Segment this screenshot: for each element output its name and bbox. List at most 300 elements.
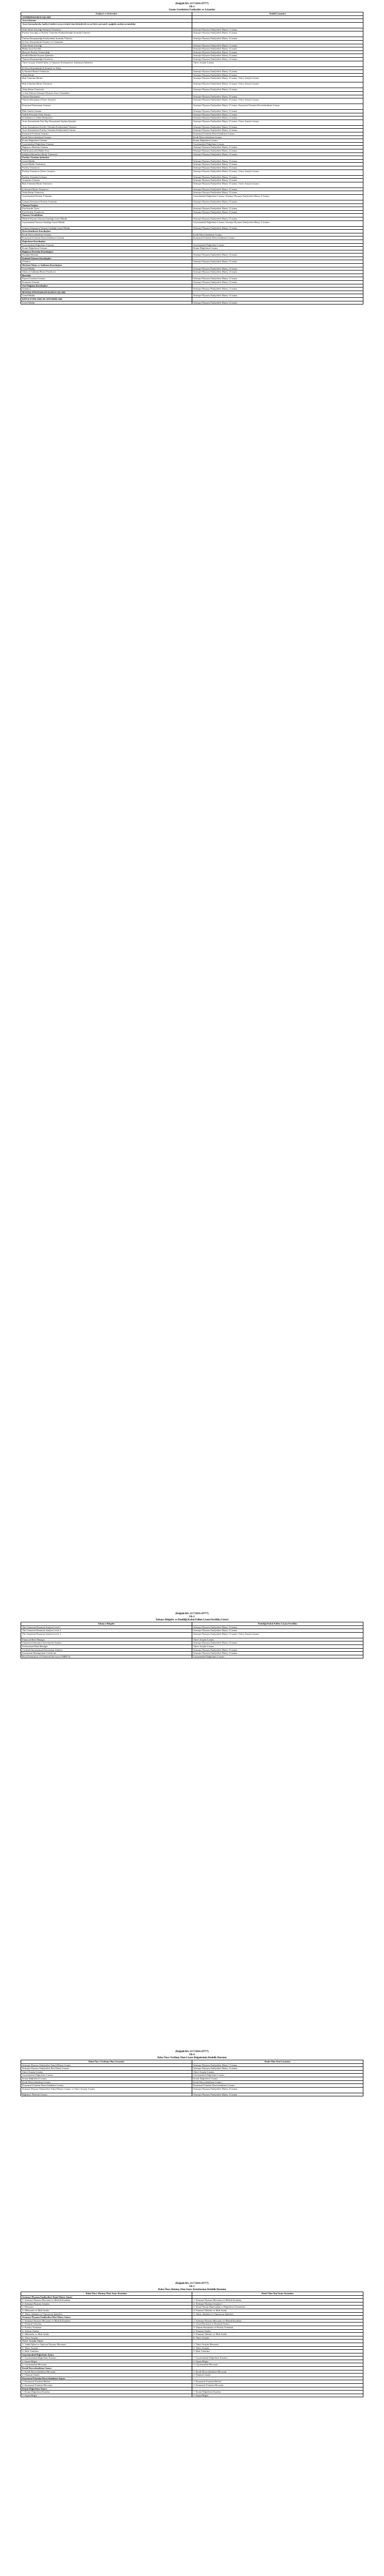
activity-cell: Certified International Investment Analyst bbox=[21, 1648, 192, 1652]
license-cell: Sermaye Piyasası Faaliyetleri Düzey 3 Lisansı bbox=[192, 200, 363, 204]
activity-cell: Gayrimenkul Değerleme Sınavı bbox=[21, 2353, 192, 2357]
annex-2-number: Ek-2 bbox=[189, 6, 195, 8]
activity-cell: Kurumsal Yönetim Derecelendirme Uzmanı bbox=[21, 236, 192, 240]
license-cell bbox=[192, 22, 363, 28]
activity-cell: Aracı Kurumların Portföy Yönetim Faaliyetinde Uzman bbox=[21, 129, 192, 132]
license-cell: 5- Takas, Saklama ve Operasyon İşlemleri bbox=[192, 2312, 363, 2316]
license-cell bbox=[192, 15, 363, 19]
table-row bbox=[21, 2346, 363, 2350]
table-row bbox=[21, 135, 363, 139]
activity-cell: 3- Gayrimenkul Mevzuatı bbox=[21, 2363, 192, 2367]
activity-cell: Risk Yönetimi Birim Yöneticisi bbox=[21, 82, 192, 88]
activity-cell: Financial Risk Manager bbox=[21, 1638, 192, 1641]
license-cell: Sermaye Piyasası Faaliyetleri Düzey 3 Lisansı bbox=[192, 88, 363, 92]
table-row bbox=[21, 50, 363, 54]
activity-cell: Merkezi Takas ve Saklama Kuruluşları bbox=[21, 264, 192, 267]
activity-cell: Saklama Hizmetleri Birim Yöneticisi bbox=[21, 152, 192, 156]
activity-cell: 2- Türev Araçlar bbox=[21, 2346, 192, 2350]
license-cell: Türev Araçlar Lisansı bbox=[192, 1645, 363, 1648]
license-cell: Türev Araçlar Lisansı bbox=[192, 2070, 363, 2074]
license-cell: Sermaye Piyasası Faaliyetleri Düzey 3 Lisansı bbox=[192, 50, 363, 54]
activity-cell: Royal Institution of Chartered Surveyors (MRICS) bbox=[21, 1655, 192, 1658]
annex-2-header-col2: Yetkili Lisanslar bbox=[192, 12, 363, 16]
activity-cell: Gayrimenkul Değerleme Uzmanı bbox=[21, 243, 192, 247]
table-row bbox=[21, 2357, 363, 2360]
license-cell: Gayrimenkul Değerleme Lisansı bbox=[192, 142, 363, 146]
annex-3-number: Ek-3 bbox=[189, 1616, 195, 1618]
activity-cell: Sorumlu Denetçi bbox=[21, 253, 192, 257]
table-row bbox=[21, 1652, 363, 1655]
license-cell bbox=[192, 214, 363, 217]
table-row bbox=[21, 1632, 363, 1638]
activity-cell: 3- Portföy Yönetimi bbox=[21, 2326, 192, 2329]
table-row bbox=[21, 110, 363, 113]
table-row bbox=[21, 2391, 363, 2394]
annex-4-table bbox=[21, 2060, 363, 2096]
table-row bbox=[21, 163, 363, 166]
license-cell bbox=[192, 91, 363, 95]
activity-cell: The Chartered Financial Analyst Level 1 bbox=[21, 1625, 192, 1629]
activity-cell: 2- Finansal Analiz bbox=[21, 2374, 192, 2377]
license-cell: 3- Yatırım Kuramları ve Portföy Yönetimi bbox=[192, 2326, 363, 2329]
annex-3-header bbox=[21, 1613, 363, 1622]
table-row bbox=[21, 40, 363, 44]
table-row bbox=[21, 287, 363, 291]
license-cell: Sermaye Piyasası Faaliyetleri Düzey 1 Lisansı bbox=[192, 287, 363, 291]
table-row bbox=[21, 37, 363, 41]
table-row bbox=[21, 2316, 363, 2319]
activity-cell: Girişim Sermayesi Portföy Yönetimi bbox=[21, 200, 192, 204]
table-row bbox=[21, 250, 363, 253]
table-row bbox=[21, 264, 363, 267]
table-row bbox=[21, 28, 363, 31]
activity-cell: Gayrimenkul Yatırım Ortaklığı Genel Müdür bbox=[21, 221, 192, 226]
table-row bbox=[21, 2087, 363, 2093]
table-row bbox=[21, 120, 363, 125]
license-cell: Sermaye Piyasası Faaliyetleri Düzey 3 Lisansı bbox=[192, 1641, 363, 1645]
activity-cell: Borsalar bbox=[21, 274, 192, 277]
license-cell: Sermaye Piyasası Faaliyetleri Düzey 3 Lisansı bbox=[192, 125, 363, 129]
activity-cell: 2- İnşaat Bilgisi bbox=[21, 2360, 192, 2363]
activity-cell: Teftiş Birim Yöneticisi bbox=[21, 191, 192, 195]
license-cell: Sermaye Piyasası Faaliyetleri Düzey 3 Lisansı bbox=[192, 146, 363, 149]
table-row bbox=[21, 217, 363, 221]
activity-cell: Teftiş Birimi bbox=[21, 73, 192, 77]
activity-cell: İç Kontrol Birimi Yöneticisi bbox=[21, 70, 192, 74]
table-row bbox=[21, 132, 363, 136]
activity-cell: Aracı Kurum bbox=[21, 19, 192, 23]
activity-cell: Genel Müdür bbox=[21, 159, 192, 163]
activity-cell: Portföy Yönetim Şirketleri bbox=[21, 156, 192, 160]
table-row bbox=[21, 116, 363, 120]
license-cell: Sermaye Piyasası Faaliyetleri Düzey 3 Lisansı, Türev Araçlar Lisansı bbox=[192, 98, 363, 104]
activity-cell: Genel Müdür Yardımcısı bbox=[21, 163, 192, 166]
annex-5-table bbox=[21, 2292, 363, 2397]
license-cell: 1- Sermaye Piyasası Mevzuatı ve Meslek Kuralları bbox=[192, 2319, 363, 2323]
activity-cell: Kurumsal Yönetim Derecelendirme Lisansı bbox=[21, 2084, 192, 2088]
activity-cell: 1- Sermaye Piyasası Mevzuatı ve Meslek Kuralları bbox=[21, 2319, 192, 2323]
table-row bbox=[21, 274, 363, 277]
license-cell: Sermaye Piyasası Faaliyetleri Düzey 2 Lisansı bbox=[192, 301, 363, 304]
activity-cell: c) Ana Yatırım Sermaye Piyasası Aracı Uzmanları bbox=[21, 91, 192, 95]
license-cell: 2- Sermaye Piyasası Araçları 1 bbox=[192, 2302, 363, 2306]
license-cell: Sermaye Piyasası Faaliyetleri Düzey 3 Lisansı, Türev Araçlar Lisansı bbox=[192, 182, 363, 188]
license-cell: 3- Risk Yönetimi bbox=[192, 2350, 363, 2353]
license-cell: Sermaye Piyasası Faaliyetleri Düzey 3 Lisansı bbox=[192, 260, 363, 264]
table-row bbox=[21, 2323, 363, 2326]
table-row bbox=[21, 142, 363, 146]
table-row bbox=[21, 66, 363, 70]
license-cell: 2- Finansal Analiz bbox=[192, 2374, 363, 2377]
table-row bbox=[21, 294, 363, 298]
activity-cell: 3- Ekonomi bbox=[21, 2306, 192, 2309]
table-row bbox=[21, 98, 363, 104]
license-cell: Sermaye Piyasası Faaliyetleri Düzey 3 Lisansı bbox=[192, 253, 363, 257]
table-row bbox=[21, 200, 363, 204]
activity-cell: Derecelendirme Kuruluşları bbox=[21, 230, 192, 233]
activity-cell: Türev Araçlar (Vadeli İşlem ve Opsiyon Sözleşmeleri, Kaldıraçlı İşlemler) bbox=[21, 61, 192, 66]
table-row bbox=[21, 2353, 363, 2357]
activity-cell: Genel Müdür bbox=[21, 294, 192, 298]
table-row bbox=[21, 2340, 363, 2343]
license-cell: Sermaye Piyasası Faaliyetleri Düzey 2 Lisansı bbox=[192, 54, 363, 58]
table-row bbox=[21, 2377, 363, 2380]
annex-4-section bbox=[21, 2050, 363, 2096]
license-cell: 3- Gayrimenkul Mevzuatı bbox=[192, 2363, 363, 2367]
table-row bbox=[21, 2387, 363, 2391]
license-cell: Sermaye Piyasası Faaliyetleri Düzey 2 Lisansı bbox=[192, 267, 363, 270]
table-row bbox=[21, 2077, 363, 2080]
table-row bbox=[21, 54, 363, 58]
activity-cell: 1- Gayrimenkul Değerleme Esasları bbox=[21, 2357, 192, 2360]
license-cell: Kredi Derecelendirme Lisansı bbox=[192, 2080, 363, 2084]
table-row bbox=[21, 301, 363, 304]
activity-cell: Alım Satım Aracılığı bbox=[21, 44, 192, 47]
license-cell: Sermaye Piyasası Faaliyetleri Düzey 3 Lisansı bbox=[192, 277, 363, 281]
activity-cell: Halka Arza Aracılık bbox=[21, 47, 192, 51]
activity-cell: Yatırım Ortaklıkları bbox=[21, 214, 192, 217]
license-cell: Sermaye Piyasası Faaliyetleri Düzey 2 Lisansı bbox=[192, 149, 363, 153]
annex-3-table bbox=[21, 1622, 363, 1658]
table-row bbox=[21, 152, 363, 156]
activity-cell: 2- Kurumsal Yönetim Mevzuatı bbox=[21, 2384, 192, 2387]
table-row bbox=[21, 2360, 363, 2363]
activity-cell: Kotasyon Uzmanı bbox=[21, 281, 192, 284]
activity-cell: Yönetici bbox=[21, 260, 192, 264]
activity-cell: 5- Muhasebe ve Mali Analiz bbox=[21, 2333, 192, 2336]
table-row bbox=[21, 77, 363, 82]
table-row bbox=[21, 270, 363, 274]
activity-cell: Kredi Derecelendirme Sınavı bbox=[21, 2367, 192, 2370]
table-row bbox=[21, 2336, 363, 2340]
license-cell bbox=[192, 40, 363, 44]
table-row bbox=[21, 159, 363, 163]
activity-cell: d) Saklama ve Takas Hizmetleri bbox=[21, 116, 192, 120]
table-row bbox=[21, 191, 363, 195]
license-cell: Türev Araçlar Lisansı bbox=[192, 1638, 363, 1641]
annex-2-title: Lisans Gerektiren Faaliyetler ve Lisanslar bbox=[169, 9, 215, 11]
table-row bbox=[21, 149, 363, 153]
activity-cell: 1- Kurumsal Yönetim İlkeleri bbox=[21, 2380, 192, 2384]
license-cell bbox=[192, 156, 363, 160]
table-row bbox=[21, 70, 363, 74]
license-cell: Sermaye Piyasası Faaliyetleri Düzey 3 Lisansı, Kurumsal Yönetim Derecelendirme Lisansı bbox=[192, 104, 363, 110]
annex-2-header bbox=[21, 3, 363, 12]
table-row bbox=[21, 2343, 363, 2346]
license-cell: Sermaye Piyasası Faaliyetleri Düzey 3 Lisansı bbox=[192, 217, 363, 221]
license-cell: Konut Değerleme Lisansı bbox=[192, 247, 363, 250]
table-row bbox=[21, 125, 363, 129]
table-row bbox=[21, 88, 363, 92]
activity-cell: 2- Finansal Yönetim bbox=[21, 2323, 192, 2326]
table-row bbox=[21, 204, 363, 207]
activity-cell: Sermaye Piyasası Faaliyetleri Temel Düzey Lisansı ve Türev Araçlar Lisansı bbox=[21, 2087, 192, 2093]
activity-cell: Portföy Yönetimi Uzmanı bbox=[21, 175, 192, 179]
activity-cell: Bağımsız Denetim Kuruluşları bbox=[21, 250, 192, 253]
activity-cell: 2- İnşaat Bilgisi bbox=[21, 2394, 192, 2397]
license-cell: 4- Finansal Tablolar ve Mali Analiz bbox=[192, 2309, 363, 2312]
license-cell: Sermaye Piyasası Faaliyetleri Düzey 3 Lisansı bbox=[192, 281, 363, 284]
license-cell: Sermaye Piyasası Faaliyetleri Düzey 3 Lisansı, Türev Araçlar Lisansı bbox=[192, 82, 363, 88]
table-row bbox=[21, 182, 363, 188]
license-cell: 1- Konut Değerleme Esasları bbox=[192, 2391, 363, 2394]
activity-cell: Portföy Yöneticisi (Türev Araçlar) bbox=[21, 170, 192, 175]
table-row bbox=[21, 44, 363, 47]
table-row bbox=[21, 284, 363, 287]
license-cell: 2- İnşaat Bilgisi bbox=[192, 2360, 363, 2363]
table-row bbox=[21, 2326, 363, 2329]
license-cell: Sermaye Piyasası Faaliyetleri Düzey 3 Lisansı bbox=[192, 226, 363, 230]
license-cell: Sermaye Piyasası Faaliyetleri Düzey 3 Lisansı bbox=[192, 31, 363, 37]
license-cell: Sermaye Piyasası Faaliyetleri Düzey 3 Lisansı bbox=[192, 166, 363, 170]
activity-cell: 4- Yatırım Analizi bbox=[21, 2329, 192, 2333]
table-row bbox=[21, 233, 363, 236]
table-row bbox=[21, 146, 363, 149]
license-cell: Sermaye Piyasası Faaliyetleri Düzey 1 Lisansı bbox=[192, 2063, 363, 2067]
activity-cell: Investment Management Certificate bbox=[21, 1652, 192, 1655]
license-cell: Sermaye Piyasası Faaliyetleri Düzey 3 Lisansı bbox=[192, 294, 363, 298]
activity-cell: Teftiş Birim Yöneticisi bbox=[21, 88, 192, 92]
activity-cell: Piyasa Gözetim Uzmanı bbox=[21, 277, 192, 281]
annex-4-header-col1: Daha Önce Verilmiş Olan Lisanslar bbox=[21, 2060, 192, 2064]
license-cell: Sermaye Piyasası Faaliyetleri Düzey 3 Lisansı bbox=[192, 191, 363, 195]
table-row bbox=[21, 2295, 363, 2299]
activity-cell: Professional Risk Manager bbox=[21, 1645, 192, 1648]
table-row bbox=[21, 1629, 363, 1633]
table-row bbox=[21, 57, 363, 61]
activity-cell: 5- Takas, Saklama ve Operasyon İşlemleri bbox=[21, 2312, 192, 2316]
table-row bbox=[21, 166, 363, 170]
license-cell: 1- Sermaye Piyasası Mevzuatı ve Meslek Kuralları bbox=[192, 2299, 363, 2302]
activity-cell: Alım Satım Aracılığı Faaliyeti Yöneticisi bbox=[21, 28, 192, 31]
activity-cell: Kredili Menkul Kıymet İşlemleri bbox=[21, 54, 192, 58]
activity-cell: Chartered Alternative Investment Analyst bbox=[21, 1641, 192, 1645]
table-row bbox=[21, 2384, 363, 2387]
activity-cell: 4- Muhasebe ve Mali Analiz bbox=[21, 2309, 192, 2312]
table-row bbox=[21, 113, 363, 116]
activity-cell: 6- Türev Araçlar bbox=[21, 2336, 192, 2340]
table-row bbox=[21, 95, 363, 98]
annex-3-title: Yabancı Belgeler ve Denkliği Kabul Edilen Lisans/Sertifika Listesi bbox=[155, 1619, 229, 1621]
license-cell: Sermaye Piyasası Faaliyetleri Düzey 3 Lisansı bbox=[192, 175, 363, 179]
table-row bbox=[21, 230, 363, 233]
license-cell: Sermaye Piyasası Faaliyetleri Düzey 3 Lisansı bbox=[192, 1625, 363, 1629]
table-row bbox=[21, 1641, 363, 1645]
license-cell: Sermaye Piyasası Faaliyetleri Düzey 3 Lisansı bbox=[192, 37, 363, 41]
table-row bbox=[21, 226, 363, 230]
license-cell: 5- Finansal Tablolar ve Mali Analiz bbox=[192, 2333, 363, 2336]
table-row bbox=[21, 2329, 363, 2333]
table-row bbox=[21, 2093, 363, 2096]
table-row bbox=[21, 2363, 363, 2367]
annex-3-amendment-note: (Değişik:RG-21/7/2016-29777) bbox=[175, 1613, 209, 1615]
activity-cell: Bağımsız Denetim Uzmanı bbox=[21, 146, 192, 149]
license-cell: Sermaye Piyasası Faaliyetleri Düzey 2 Lisansı bbox=[192, 1652, 363, 1655]
table-row bbox=[21, 2350, 363, 2353]
annex-3-section bbox=[21, 1613, 363, 1658]
license-cell: 2- Türev Araçlar bbox=[192, 2346, 363, 2350]
table-row bbox=[21, 2302, 363, 2306]
table-row bbox=[21, 15, 363, 19]
activity-cell: Genel Müdür bbox=[21, 301, 192, 304]
activity-cell: 1- Kredi Derecelendirme Mevzuatı bbox=[21, 2370, 192, 2374]
license-cell: Sermaye Piyasası Faaliyetleri Düzey 3 Lisansı bbox=[192, 129, 363, 132]
table-row bbox=[21, 291, 363, 294]
license-cell: Sermaye Piyasası Faaliyetleri Düzey 3 Lisansı bbox=[192, 163, 363, 166]
table-row bbox=[21, 175, 363, 179]
license-cell: Kurumsal Yönetim Derecelendirme Lisansı bbox=[192, 2084, 363, 2088]
annex-5-section bbox=[21, 2282, 363, 2397]
activity-cell: Aracı Kurumların Portföy Yönetim Faaliyetinde Yönetici bbox=[21, 125, 192, 129]
table-row bbox=[21, 2374, 363, 2377]
license-cell: Sermaye Piyasası Faaliyetleri Düzey 2 Lisansı bbox=[192, 47, 363, 51]
table-row bbox=[21, 129, 363, 132]
activity-cell: Risk Yönetimi Birim Yöneticisi bbox=[21, 182, 192, 188]
activity-cell: Gayrimenkul Değerleme Uzmanı bbox=[21, 142, 192, 146]
license-cell bbox=[192, 2367, 363, 2370]
table-row bbox=[21, 2080, 363, 2084]
license-cell bbox=[192, 2295, 363, 2299]
table-row bbox=[21, 221, 363, 226]
table-row bbox=[21, 2306, 363, 2309]
annex-4-header-col2: Denk Olan Yeni Lisanslar bbox=[192, 2060, 363, 2064]
table-row bbox=[21, 2074, 363, 2077]
license-cell: Sermaye Piyasası Faaliyetleri Düzey 3 Lisansı bbox=[192, 207, 363, 211]
license-cell: 2- Genel Ekonomi ve Finansal Sistem bbox=[192, 2323, 363, 2326]
license-cell: Sermaye Piyasası Faaliyetleri Düzey 1 Lisansı bbox=[192, 113, 363, 116]
annex-4-header bbox=[21, 2050, 363, 2060]
table-row bbox=[21, 207, 363, 211]
activity-cell: İPOTEK FİNANSMANI KURULUŞLARI bbox=[21, 291, 192, 294]
activity-cell: Aracı kurumlarda, faaliyet izinleri çerçevesinde tüm birimlerde en az birer personel; aşağıda sayılan sorumlular bbox=[21, 22, 192, 28]
table-row bbox=[21, 2312, 363, 2316]
activity-cell: Konut Değerleme Uzmanı bbox=[21, 247, 192, 250]
activity-cell: Kredi Derecelendirme Uzmanı bbox=[21, 135, 192, 139]
table-row bbox=[21, 277, 363, 281]
license-cell: Sermaye Piyasası Faaliyetleri Düzey 1 Lisansı bbox=[192, 28, 363, 31]
table-row bbox=[21, 214, 363, 217]
license-cell bbox=[192, 19, 363, 23]
license-cell: Türev Araçlar Lisansı bbox=[192, 61, 363, 66]
license-cell: Sermaye Piyasası Faaliyetleri Düzey 2 Lisansı, Türev Araçlar Lisansı bbox=[192, 120, 363, 125]
table-row bbox=[21, 170, 363, 175]
activity-cell: Yönetici bbox=[21, 287, 192, 291]
license-cell: Sermaye Piyasası Faaliyetleri Düzey 3 Lisansı bbox=[192, 1648, 363, 1652]
table-row bbox=[21, 91, 363, 95]
activity-cell: Menkul Kıymet Yatırım Ortaklığı Genel Müdür bbox=[21, 217, 192, 221]
license-cell: Gayrimenkul Değerleme Lisansı bbox=[192, 1655, 363, 1658]
table-row bbox=[21, 194, 363, 200]
license-cell: Sermaye Piyasası Faaliyetleri Düzey 3 Lisansı, Türev Araçlar Lisansı bbox=[192, 170, 363, 175]
activity-cell: Portföy Aracılığı ve Portföy Yönetimi Faaliyetlerinde Sorumlu Yönetici bbox=[21, 31, 192, 37]
license-cell: 2- Kurumsal Yönetim Mevzuatı bbox=[192, 2384, 363, 2387]
table-row bbox=[21, 2309, 363, 2312]
activity-cell: Kurumsal Finansman Uzmanı bbox=[21, 104, 192, 110]
annex-4-title: Daha Önce Verilmiş Olan Lisans Belgelerinin Denklik Durumu bbox=[157, 2057, 227, 2059]
activity-cell: Kurumsal Yönetim Derecelendirme Sınavı bbox=[21, 2377, 192, 2380]
activity-cell: 1- Vadeli İşlem ve Opsiyon Piyasası Mevzuatı bbox=[21, 2343, 192, 2346]
license-cell: Gayrimenkul Değerleme Lisansı bbox=[192, 2074, 363, 2077]
table-row bbox=[21, 104, 363, 110]
license-cell: 4- Finansal Analiz bbox=[192, 2329, 363, 2333]
annex-5-number: Ek-5 bbox=[189, 2285, 195, 2288]
activity-cell: Sermaye Piyasası Faaliyetleri Temel Düzey Sınavı bbox=[21, 2295, 192, 2299]
table-row bbox=[21, 247, 363, 250]
activity-cell: Bağımsız Denetim Lisansı bbox=[21, 2093, 192, 2096]
table-row bbox=[21, 82, 363, 88]
activity-cell: Konut Değerleme Lisansı bbox=[21, 2077, 192, 2080]
license-cell bbox=[192, 257, 363, 260]
license-cell bbox=[192, 291, 363, 294]
activity-cell: Genel Müdür bbox=[21, 267, 192, 270]
activity-cell: Gayrimenkul Değerleme Lisansı bbox=[21, 2074, 192, 2077]
annex-2-header-col1: Faaliyet ve Kriterleri bbox=[21, 12, 192, 16]
license-cell: Kredi Derecelendirme Lisansı bbox=[192, 233, 363, 236]
activity-cell: Mali Analiz Uzmanı bbox=[21, 110, 192, 113]
table-row bbox=[21, 2367, 363, 2370]
license-cell: 1- Kurumsal Yönetim İlkeleri bbox=[192, 2380, 363, 2384]
activity-cell: İç Kontrol Birim Yöneticisi bbox=[21, 188, 192, 191]
activity-cell: Yatırım Danışmanı (Türev Araçlar) bbox=[21, 98, 192, 104]
table-row bbox=[21, 139, 363, 143]
annex-4-number: Ek-4 bbox=[189, 2054, 195, 2056]
license-cell bbox=[192, 230, 363, 233]
license-cell bbox=[192, 298, 363, 301]
activity-cell: a) Aracı Kurumlarda Yönetici ve Uzmanlar bbox=[21, 40, 192, 44]
table-row bbox=[21, 243, 363, 247]
table-row bbox=[21, 2067, 363, 2071]
table-row bbox=[21, 2370, 363, 2374]
license-cell bbox=[192, 2316, 363, 2319]
table-row bbox=[21, 1638, 363, 1641]
annex-5-amendment-note: (Değişik:RG-21/7/2016-29777) bbox=[175, 2282, 209, 2285]
license-cell bbox=[192, 284, 363, 287]
license-cell: Sermaye Piyasası Faaliyetleri Düzey 3 Lisansı bbox=[192, 188, 363, 191]
table-row bbox=[21, 1655, 363, 1658]
annex-5-header-col1: Daha Önce Alınmış Olan Sınav Konuları bbox=[21, 2292, 192, 2296]
license-cell: Sermaye Piyasası Faaliyetleri Düzey 2 Lisansı bbox=[192, 152, 363, 156]
activity-cell: Yatırım Fonları bbox=[21, 204, 192, 207]
activity-cell: Kredi Derecelendirme Lisansı bbox=[21, 2080, 192, 2084]
activity-cell: Portföy Yöneticisi bbox=[21, 166, 192, 170]
license-cell: 3- Temel Finans Matematiği ve Değerleme Yöntemleri bbox=[192, 2306, 363, 2309]
license-cell: 6- Türev Araçlar bbox=[192, 2336, 363, 2340]
table-row bbox=[21, 2394, 363, 2397]
license-cell: Sermaye Piyasası Faaliyetleri Düzey 2 Lisansı bbox=[192, 2087, 363, 2093]
license-cell: Sermaye Piyasası Faaliyetleri Düzey 3 Lisansı bbox=[192, 210, 363, 214]
license-cell: Sermaye Piyasası Faaliyetleri Düzey 2 Lisansı bbox=[192, 270, 363, 274]
license-cell: Sermaye Piyasası Faaliyetleri Düzey 2 Lisansı bbox=[192, 116, 363, 120]
